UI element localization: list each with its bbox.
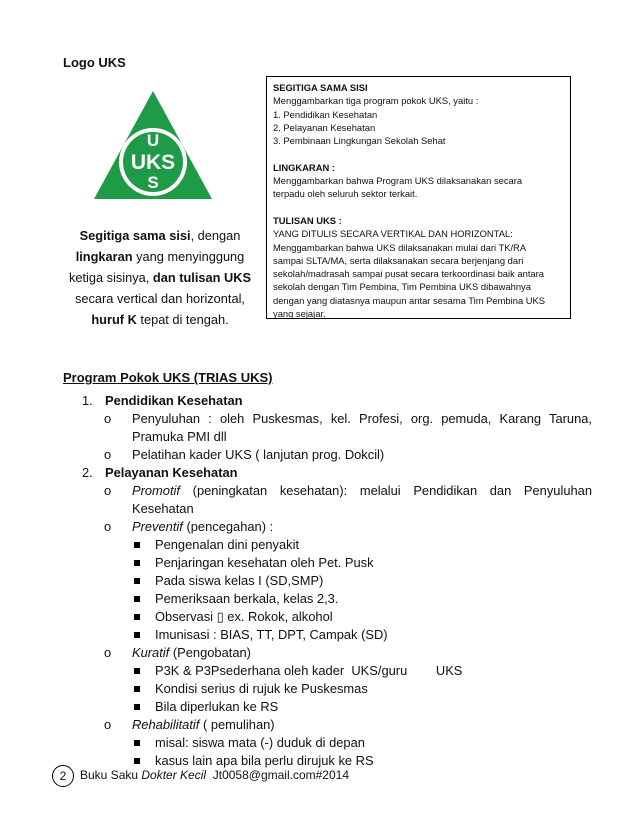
point-item [82, 662, 592, 680]
tulisan-block [273, 214, 570, 320]
caption-text-4: yang menyinggung ketiga sisinya, [68, 249, 245, 285]
point-text: Bila diperlukan ke RS [155, 699, 279, 714]
segitiga-heading: SEGITIGA SAMA SISI [273, 82, 368, 93]
sub-item [82, 518, 592, 536]
sub-item-rest: (peningkatan kesehatan): melalui Pendidikan dan Penyuluhan [180, 483, 592, 498]
point-text: Pada siswa kelas I (SD,SMP) [155, 573, 324, 588]
point-text: Imunisasi : BIAS, TT, DPT, Campak (SD) [155, 627, 388, 642]
square-bullet [134, 614, 140, 620]
tulisan-line: sekolah dengan Tim Pembina, Tim Pembina UKS dibawahnya [273, 281, 531, 293]
caption-text-8: tepat di tengah. [136, 312, 229, 327]
tulisan-line: dengan yang diatasnya maupun antar sesama Tim Pembina UKS [273, 294, 546, 306]
square-bullet [134, 596, 140, 602]
sub-item [82, 644, 592, 662]
program-list [82, 392, 592, 770]
logo-letter-s: S [147, 173, 159, 192]
point-text: Kondisi serius di rujuk ke Puskesmas [155, 681, 368, 696]
lingkaran-heading: LINGKARAN : [273, 161, 335, 173]
square-bullet [134, 668, 140, 674]
point-text: Pengenalan dini penyakit [155, 537, 300, 552]
point-item [82, 590, 592, 608]
tulisan-line: YANG DITULIS SECARA VERTIKAL DAN HORIZONTAL: [273, 228, 513, 240]
sub-item-text: Kesehatan [132, 501, 194, 516]
program-item [82, 464, 592, 482]
square-bullet [134, 578, 140, 584]
sub-item-text: Pramuka PMI dll [132, 429, 227, 444]
point-item [82, 554, 592, 572]
caption-text-6: secara vertical dan horizontal, [74, 291, 245, 306]
caption-text-2: , dengan [190, 228, 241, 243]
lingkaran-block [273, 161, 570, 201]
sub-item [82, 410, 592, 446]
footer-email: Jt0058@gmail.com#2014 [206, 768, 349, 782]
sub-item-rest: (Pengobatan) [169, 645, 251, 660]
circle-bullet: o [104, 483, 112, 498]
square-bullet [134, 560, 140, 566]
tulisan-line: sekolah/madrasah sampai pusat secara terkoordinasi baik antara [273, 268, 544, 280]
point-text: Observasi ▯ ex. Rokok, alkohol [155, 609, 333, 624]
info-box [266, 76, 571, 319]
segitiga-line: 1. Pendidikan Kesehatan [273, 108, 378, 120]
sub-item-rest: ( pemulihan) [199, 717, 275, 732]
caption-bold-5: dan tulisan UKS [152, 270, 252, 285]
page-footer [52, 764, 349, 787]
logo-text-uks: UKS [130, 151, 176, 174]
tulisan-line: sampai SLTA/MA, serta dilaksanakan secara berjenjang dari [273, 254, 524, 266]
sub-item-text [132, 518, 592, 536]
tulisan-line: yang sejajar. [273, 308, 326, 320]
sub-item [82, 446, 592, 464]
caption-bold-7: huruf K [91, 312, 137, 327]
square-bullet [134, 542, 140, 548]
segitiga-line: 2. Pelayanan Kesehatan [273, 121, 376, 133]
point-text: P3K & P3Psederhana oleh kader UKS/guru UKS [155, 663, 463, 678]
point-item [82, 626, 592, 644]
sub-item-term: Kuratif [132, 645, 170, 660]
circle-bullet: o [104, 447, 112, 462]
segitiga-line: 3. Pembinaan Lingkungan Sekolah Sehat [273, 135, 446, 147]
sub-item-text [132, 644, 592, 662]
point-item [82, 734, 592, 752]
program-heading: Program Pokok UKS (TRIAS UKS) [63, 370, 273, 385]
sub-item-text: Penyuluhan : oleh Puskesmas, kel. Profesi, org. pemuda, Karang Taruna, [132, 411, 592, 426]
point-text: Pemeriksaan berkala, kelas 2,3. [155, 591, 339, 606]
lingkaran-line: Menggambarkan bahwa Program UKS dilaksanakan secara [273, 175, 523, 187]
point-item [82, 698, 592, 716]
sub-item-term: Rehabilitatif [132, 717, 200, 732]
sub-item-term: Preventif [132, 519, 183, 534]
item-title: Pelayanan Kesehatan [105, 465, 238, 480]
tulisan-line: Menggambarkan bahwa UKS dilaksanakan mulai dari TK/RA [273, 241, 527, 253]
lingkaran-line: terpadu oleh seluruh sektor terkait. [273, 188, 418, 200]
point-text: kasus lain apa bila perlu dirujuk ke RS [155, 753, 374, 768]
square-bullet [134, 740, 140, 746]
caption-bold-3: lingkaran [75, 249, 133, 264]
square-bullet [134, 686, 140, 692]
sub-item-term: Promotif [132, 483, 180, 498]
item-title: Pendidikan Kesehatan [105, 393, 243, 408]
sub-item-text: Pelatihan kader UKS ( lanjutan prog. Dokcil) [132, 447, 385, 462]
circle-bullet: o [104, 645, 112, 660]
logo-caption [62, 225, 258, 330]
footer-text: Buku Saku [80, 768, 142, 782]
point-text: misal: siswa mata (-) duduk di depan [155, 735, 365, 750]
sub-item-text [132, 716, 592, 734]
uks-logo [92, 89, 214, 201]
logo-letter-u: U [146, 131, 160, 150]
sub-item [82, 482, 592, 518]
tulisan-heading: TULISAN UKS : [273, 214, 342, 226]
program-item [82, 392, 592, 410]
square-bullet [134, 632, 140, 638]
item-number: 2. [82, 465, 93, 480]
sub-item [82, 716, 592, 734]
square-bullet [134, 704, 140, 710]
item-number: 1. [82, 393, 93, 408]
logo-heading: Logo UKS [63, 55, 126, 70]
footer-italic-text: Dokter Kecil [141, 768, 207, 782]
point-item [82, 680, 592, 698]
circle-bullet: o [104, 717, 112, 732]
point-item [82, 572, 592, 590]
circle-bullet: o [104, 519, 112, 534]
segitiga-block [273, 81, 570, 147]
point-item [82, 536, 592, 554]
sub-item-text [132, 482, 592, 500]
sub-item-rest: (pencegahan) : [182, 519, 274, 534]
caption-bold-1: Segitiga sama sisi [79, 228, 191, 243]
segitiga-line: Menggambarkan tiga program pokok UKS, yaitu : [273, 95, 479, 107]
point-item [82, 608, 592, 626]
point-text: Penjaringan kesehatan oleh Pet. Pusk [155, 555, 374, 570]
page-number: 2 [52, 765, 74, 787]
circle-bullet: o [104, 411, 112, 426]
